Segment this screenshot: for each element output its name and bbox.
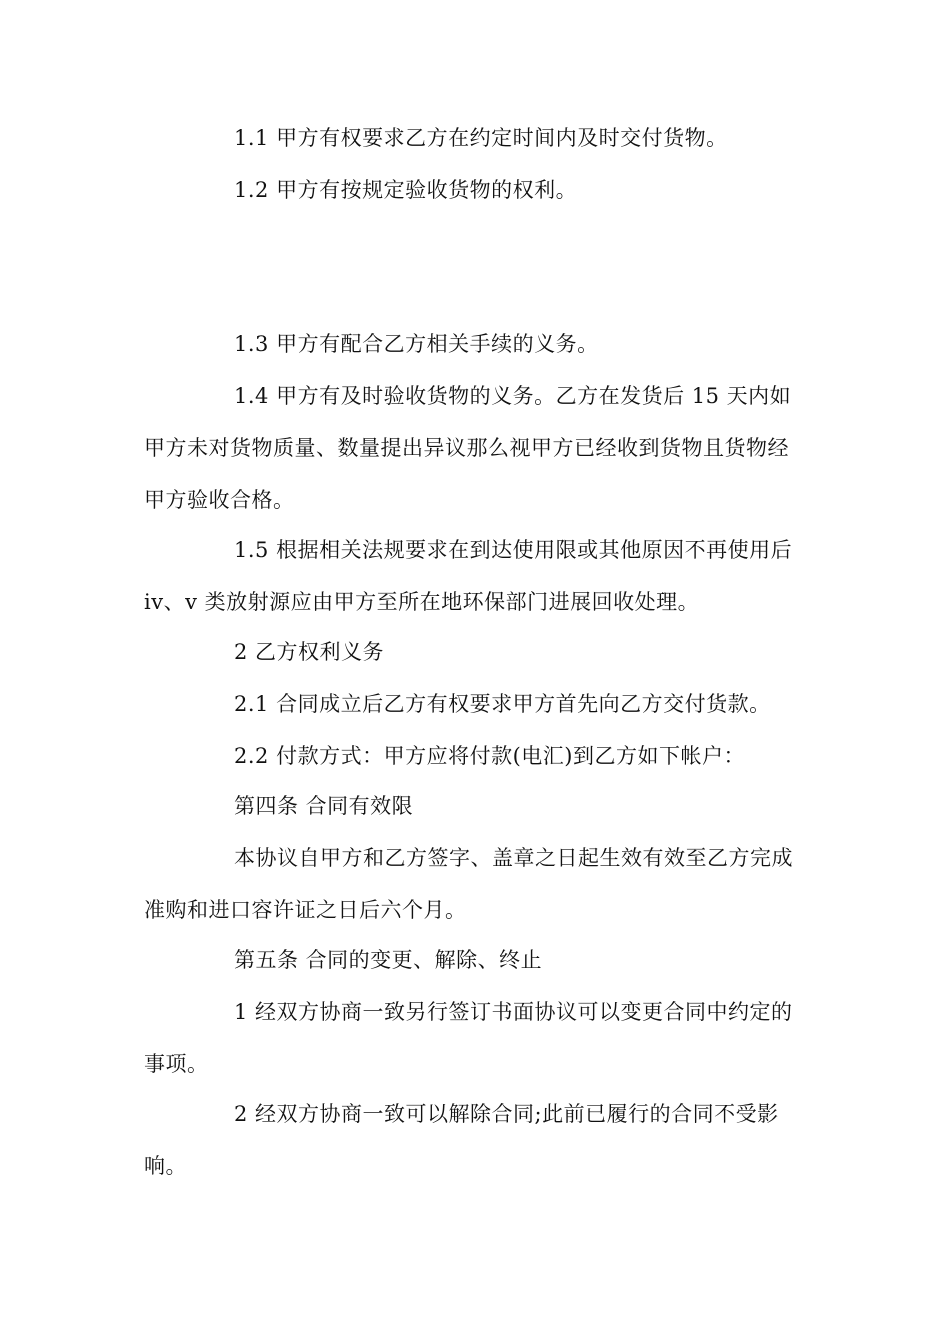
paragraph-2-1: 2.1 合同成立后乙方有权要求甲方首先向乙方交付货款。 xyxy=(234,692,771,716)
paragraph-1-4: 1.4 甲方有及时验收货物的义务。乙方在发货后 15 天内如甲方未对货物质量、数量提出异议那么视甲方已经收到货物且货物经甲方验收合格。 xyxy=(144,384,792,512)
heading-party-b-rights: 2 乙方权利义务 xyxy=(234,640,385,664)
paragraph-1-1: 1.1 甲方有权要求乙方在约定时间内及时交付货物。 xyxy=(234,126,728,150)
heading-article-5: 第五条 合同的变更、解除、终止 xyxy=(234,948,543,972)
paragraph-1-2: 1.2 甲方有按规定验收货物的权利。 xyxy=(234,178,578,202)
paragraph-1-5: 1.5 根据相关法规要求在到达使用限或其他原因不再使用后 iv、v 类放射源应由甲方至所在地环保部门进展回收处理。 xyxy=(144,538,793,614)
paragraph-termination: 2 经双方协商一致可以解除合同;此前已履行的合同不受影响。 xyxy=(144,1102,779,1178)
heading-article-4: 第四条 合同有效限 xyxy=(234,794,414,818)
paragraph-validity: 本协议自甲方和乙方签字、盖章之日起生效有效至乙方完成准购和进口容许证之日后六个月。 xyxy=(144,846,793,922)
paragraph-change: 1 经双方协商一致另行签订书面协议可以变更合同中约定的事项。 xyxy=(144,1000,793,1076)
paragraph-1-3: 1.3 甲方有配合乙方相关手续的义务。 xyxy=(234,332,599,356)
paragraph-2-2: 2.2 付款方式：甲方应将付款(电汇)到乙方如下帐户： xyxy=(234,744,745,768)
